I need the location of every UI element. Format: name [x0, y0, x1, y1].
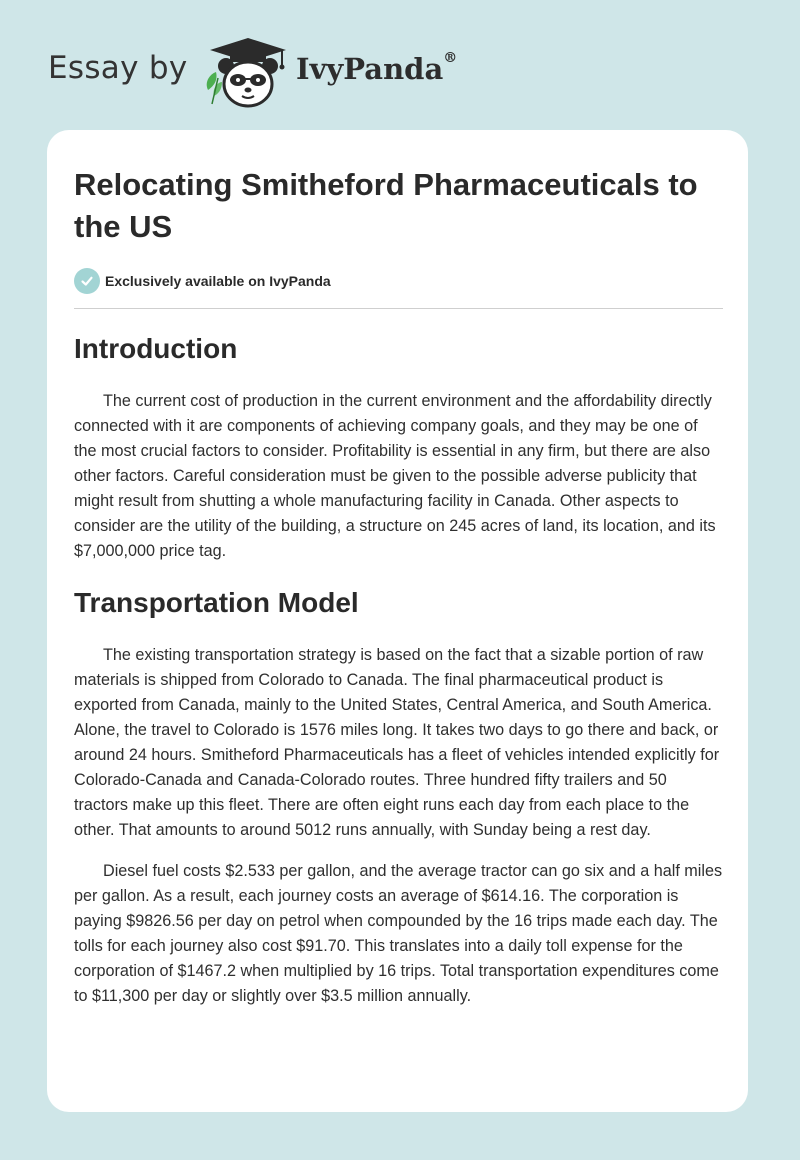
- essay-by-label: Essay by: [48, 50, 188, 86]
- panda-graduate-icon: [200, 34, 296, 110]
- paragraph-transportation-1: The existing transportation strategy is based on the fact that a sizable portion of raw materials is shipped from Colorado to Canada. The final pharmaceutical product is exported from Canada, mainly to the United States, Central America, and South America. Alone, the travel to Colorado is 1576 miles long. It takes two days to go there and back, or around 24 hours. Smitheford Pharmaceuticals has a fleet of vehicles intended explicitly for Colorado-Canada and Canada-Colorado routes. Three hundred fifty trailers and 50 tractors make up this fleet. There are often eight runs each day from each place to the other. That amounts to around 5012 runs annually, with Sunday being a rest day.: [74, 646, 720, 839]
- exclusive-badge: [74, 268, 722, 294]
- paragraph-introduction: The current cost of production in the current environment and the affordability directly connected with it are components of achieving company goals, and they may be one of the most crucial factors to consider. Profitability is essential in any firm, but there are also other factors. Careful consideration must be given to the possible adverse publicity that might result from shutting a whole manufacturing facility in Canada. Other aspects to consider are the utility of the building, a structure on 245 acres of land, its location, and its $7,000,000 price tag.: [74, 392, 716, 560]
- site-header: [0, 0, 800, 130]
- section-heading-transportation-model: Transportation Model: [74, 587, 359, 618]
- page-title: Relocating Smitheford Pharmaceuticals to the US: [74, 167, 698, 244]
- paragraph-transportation-2: Diesel fuel costs $2.533 per gallon, and the average tractor can go six and a half miles per gallon. As a result, each journey costs an average of $614.16. The corporation is paying $9826.56 per day on petrol when compounded by the 16 trips made each day. The tolls for each journey also cost $91.70. This translates into a daily toll expense for the corporation of $1467.2 when multiplied by 16 trips. Total transportation expenditures come to $11,300 per day or slightly over $3.5 million annually.: [74, 862, 723, 1005]
- exclusive-label: Exclusively available on IvyPanda: [105, 273, 331, 289]
- essay-card: [47, 130, 748, 1112]
- divider: [74, 308, 723, 309]
- section-heading-introduction: Introduction: [74, 333, 238, 364]
- brand-name[interactable]: [296, 52, 457, 86]
- registered-mark: ®: [443, 50, 458, 66]
- brand-text: IvyPanda: [296, 52, 444, 86]
- check-icon: [74, 268, 100, 294]
